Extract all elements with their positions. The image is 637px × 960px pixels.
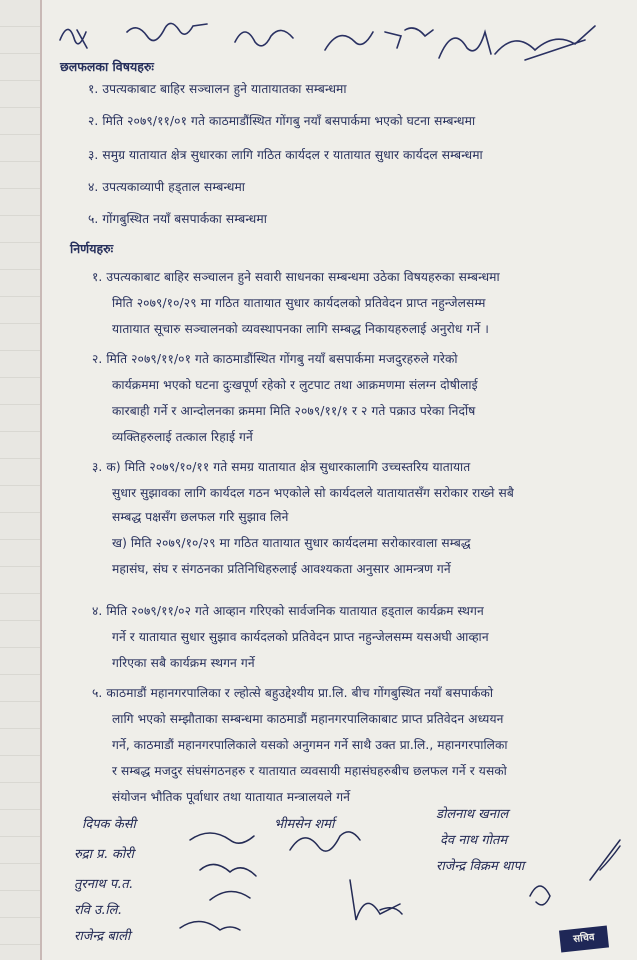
decision-2-line: २. मिति २०७९/११/०१ गते काठमाडौंस्थित गोंगबु नयाँ बसपार्कमा मजदुरहरुले गरेको (92, 352, 458, 366)
decision-3-line: ३. क) मिति २०७९/१०/११ गते समग्र यातायात क्षेत्र सुधारकालागि उच्चस्तरिय यातायात (92, 460, 471, 474)
decision-5-line: गर्ने, काठमाडौं महानगरपालिकाले यसको अनुगमन गर्ने साथै उक्त प्रा.लि., महानगरपालिका (112, 738, 508, 752)
decision-5-line: लागि भएको सम्झौताका सम्बन्धमा काठमाडौं महानगरपालिकाबाट प्राप्त प्रतिवेदन अध्ययन (112, 712, 504, 726)
signature-name: भीमसेन शर्मा (274, 817, 335, 832)
decision-4-line: गर्ने र यातायात सुधार सुझाव कार्यदलको प्रतिवेदन प्राप्त नहुन्जेलसम्म यसअघी आव्हान (112, 630, 489, 644)
decision-5-line: संयोजन भौतिक पूर्वाधार तथा यातायात मन्त्रालयले गर्ने (112, 790, 351, 804)
bottom-signatures (60, 800, 630, 960)
signature-name: रुद्रा प्र. कोरी (74, 847, 134, 862)
decision-2-line: कारबाही गर्ने र आन्दोलनका क्रममा मिति २०७९/११/१ र २ गते पक्राउ परेका निर्दोष (112, 404, 476, 418)
decision-3-line: सम्बद्ध पक्षसँग छलफल गरि सुझाव लिने (112, 510, 289, 524)
signature-name: रवि उ.लि. (74, 903, 122, 918)
bottom-signatures-scribble (60, 800, 630, 960)
signature-name: डोलनाथ खनाल (436, 807, 509, 822)
signature-name: राजेन्द्र विक्रम थापा (436, 859, 525, 874)
signature-name: राजेन्द्र बाली (74, 929, 131, 944)
decision-3-line: सुधार सुझावका लागि कार्यदल गठन भएकोले सो कार्यदलले यातायातसँग सरोकार राख्ने सबै (112, 486, 514, 500)
decision-4-line: ४. मिति २०७९/११/०२ गते आव्हान गरिएको सार्वजनिक यातायात हड्ताल कार्यक्रम स्थगन (92, 604, 484, 618)
decision-1-line: मिति २०७९/१०/२९ मा गठित यातायात सुधार कार्यदलको प्रतिवेदन प्राप्त नहुन्जेलसम्म (112, 296, 486, 310)
decision-5-line: र सम्बद्ध मजदुर संघसंगठनहरु र यातायात व्यवसायी महासंघहरुबीच छलफल गर्ने र यसको (112, 764, 507, 778)
decision-3-line: ख) मिति २०७९/१०/२९ मा गठित यातायात सुधार कार्यदलमा सरोकारवाला सम्बद्ध (112, 536, 471, 550)
signature-name: दिपक केसी (82, 817, 136, 832)
topic-item: १. उपत्यकाबाट बाहिर सञ्चालन हुने यातायातका सम्बन्धमा (88, 82, 347, 96)
topics-heading: छलफलका विषयहरुः (60, 59, 154, 74)
decision-3-line: महासंघ, संघ र संगठनका प्रतिनिधिहरुलाई आवश्यकता अनुसार आमन्त्रण गर्ने (112, 562, 451, 576)
decision-1-line: यातायात सूचारु सञ्चालनको व्यवस्थापनका लागि सम्बद्ध निकायहरुलाई अनुरोध गर्ने । (112, 322, 489, 336)
decision-2-line: व्यक्तिहरुलाई तत्काल रिहाई गर्ने (112, 430, 253, 444)
decision-5-line: ५. काठमाडौं महानगरपालिका र ल्होत्से बहुउद्देश्यीय प्रा.लि. बीच गोंगबुस्थित नयाँ बसपार्कको (92, 686, 494, 700)
decisions-heading: निर्णयहरुः (70, 241, 114, 256)
decision-1-line: १. उपत्यकाबाट बाहिर सञ्चालन हुने सवारी साधनका सम्बन्धमा उठेका विषयहरुका सम्बन्धमा (92, 270, 500, 284)
topic-item: ५. गोंगबुस्थित नयाँ बसपार्कका सम्बन्धमा (88, 212, 267, 226)
signature-name: तुरनाथ प.त. (74, 877, 133, 892)
decision-4-line: गरिएका सबै कार्यक्रम स्थगन गर्ने (112, 656, 255, 670)
signature-name: देव नाथ गोतम (440, 833, 508, 848)
secretary-stamp: सचिव (559, 926, 609, 953)
decision-2-line: कार्यक्रममा भएको घटना दुःखपूर्ण रहेको र लुटपाट तथा आक्रमणमा संलग्न दोषीलाई (112, 378, 478, 392)
topic-item: ३. समुग्र यातायात क्षेत्र सुधारका लागि गठित कार्यदल र यातायात सुधार कार्यदल सम्बन्धमा (88, 148, 483, 162)
topic-item: २. मिति २०७९/११/०१ गते काठमाडौंस्थित गोंगबु नयाँ बसपार्कमा भएको घटना सम्बन्धमा (88, 114, 476, 128)
notebook-margin (0, 0, 42, 960)
topic-item: ४. उपत्यकाव्यापी हड्ताल सम्बन्धमा (88, 180, 246, 194)
